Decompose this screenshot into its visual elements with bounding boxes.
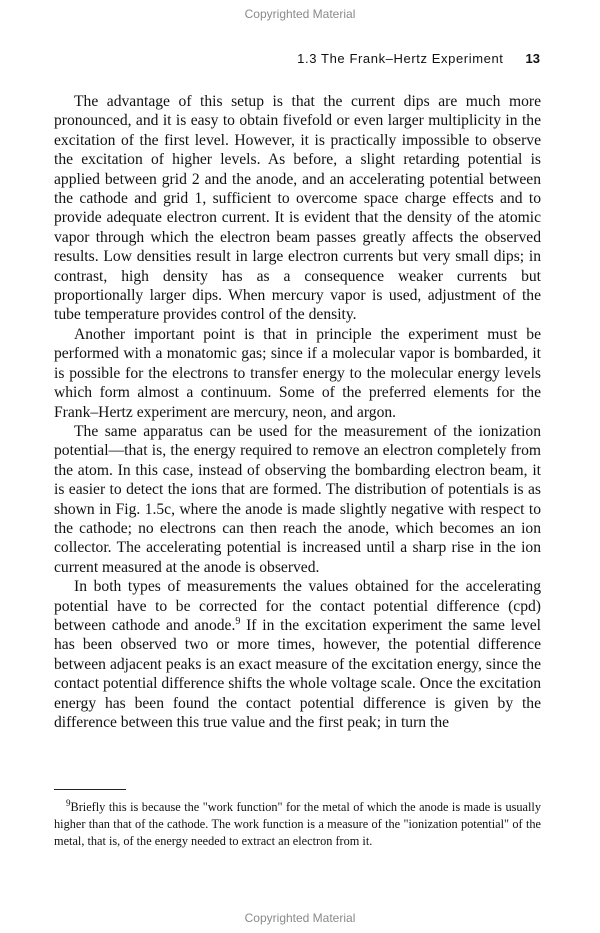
paragraph-1 [54,92,541,325]
footnote [54,799,541,850]
paragraph-4 [54,577,541,732]
body-text [54,92,541,732]
page-number: 13 [525,51,540,66]
section-title: The Frank–Hertz Experiment [321,51,504,66]
paragraph-text: The same apparatus can be used for the measurement of the ionization potential—that is, the energy required to remove an electron completely from the atom. In this case, instead of observing the bombarding electron beam, it is easier to detect the ions that are formed. The distribution of potentials is as shown in Fig. 1.5c, where the anode is made slightly negative with respect to the cathode; no electrons can then reach the anode, which becomes an ion collector. The accelerating potential is increased until a sharp rise in the ion current measured at the anode is observed. [54,422,541,576]
section-number: 1.3 [297,51,318,66]
running-header [297,51,540,66]
footnote-text: Briefly this is because the "work function" for the metal of which the anode is made is usually higher than that of the cathode. The work function is a measure of the "ionization potential" of the metal, that is, of the energy needed to extract an electron from it. [54,800,541,848]
paragraph-text: In both types of measurements the values obtained for the accelerating potential have to be corrected for the contact potential difference (cpd) between cathode and anode. [54,578,541,634]
paragraph-2 [54,325,541,422]
paragraph-text: If in the excitation experiment the same level has been observed two or more times, however, the potential difference between adjacent peaks is an exact measure of the excitation energy, since the contact potential difference shifts the whole voltage scale. Once the excitation energy has been found the contact potential difference is given by the difference between this true value and the first peak; in turn the [54,616,541,731]
copyright-watermark-top: Copyrighted Material [244,7,356,21]
paragraph-text: The advantage of this setup is that the current dips are much more pronounced, and it is easy to obtain fivefold or even larger multiplicity in the excitation of the first level. However, it is practically impossible to observe the excitation of higher levels. As before, a slight retarding potential is applied between grid 2 and the anode, and an accelerating potential between the cathode and grid 1, sufficient to overcome space charge effects and to provide adequate electron current. It is evident that the density of the atomic vapor through which the electron beam passes greatly affects the observed results. Low densities result in large electron currents but very small dips; in contrast, high density has as a consequence weaker currents but proportionally larger dips. When mercury vapor is used, adjustment of the tube temperature provides control of the density. [54,93,541,324]
section-heading [297,51,503,66]
paragraph-text: Another important point is that in principle the experiment must be performed with a monatomic gas; since if a molecular vapor is bombarded, it is possible for the electrons to transfer energy to the molecular energy levels which form almost a continuum. Some of the preferred elements for the Frank–Hertz experiment are mercury, neon, and argon. [54,325,541,421]
paragraph-3 [54,422,541,577]
footnote-reference: 9 [235,615,241,627]
footnote-divider [54,789,126,790]
footnote-marker: 9 [66,797,71,808]
copyright-watermark-bottom: Copyrighted Material [244,911,356,925]
